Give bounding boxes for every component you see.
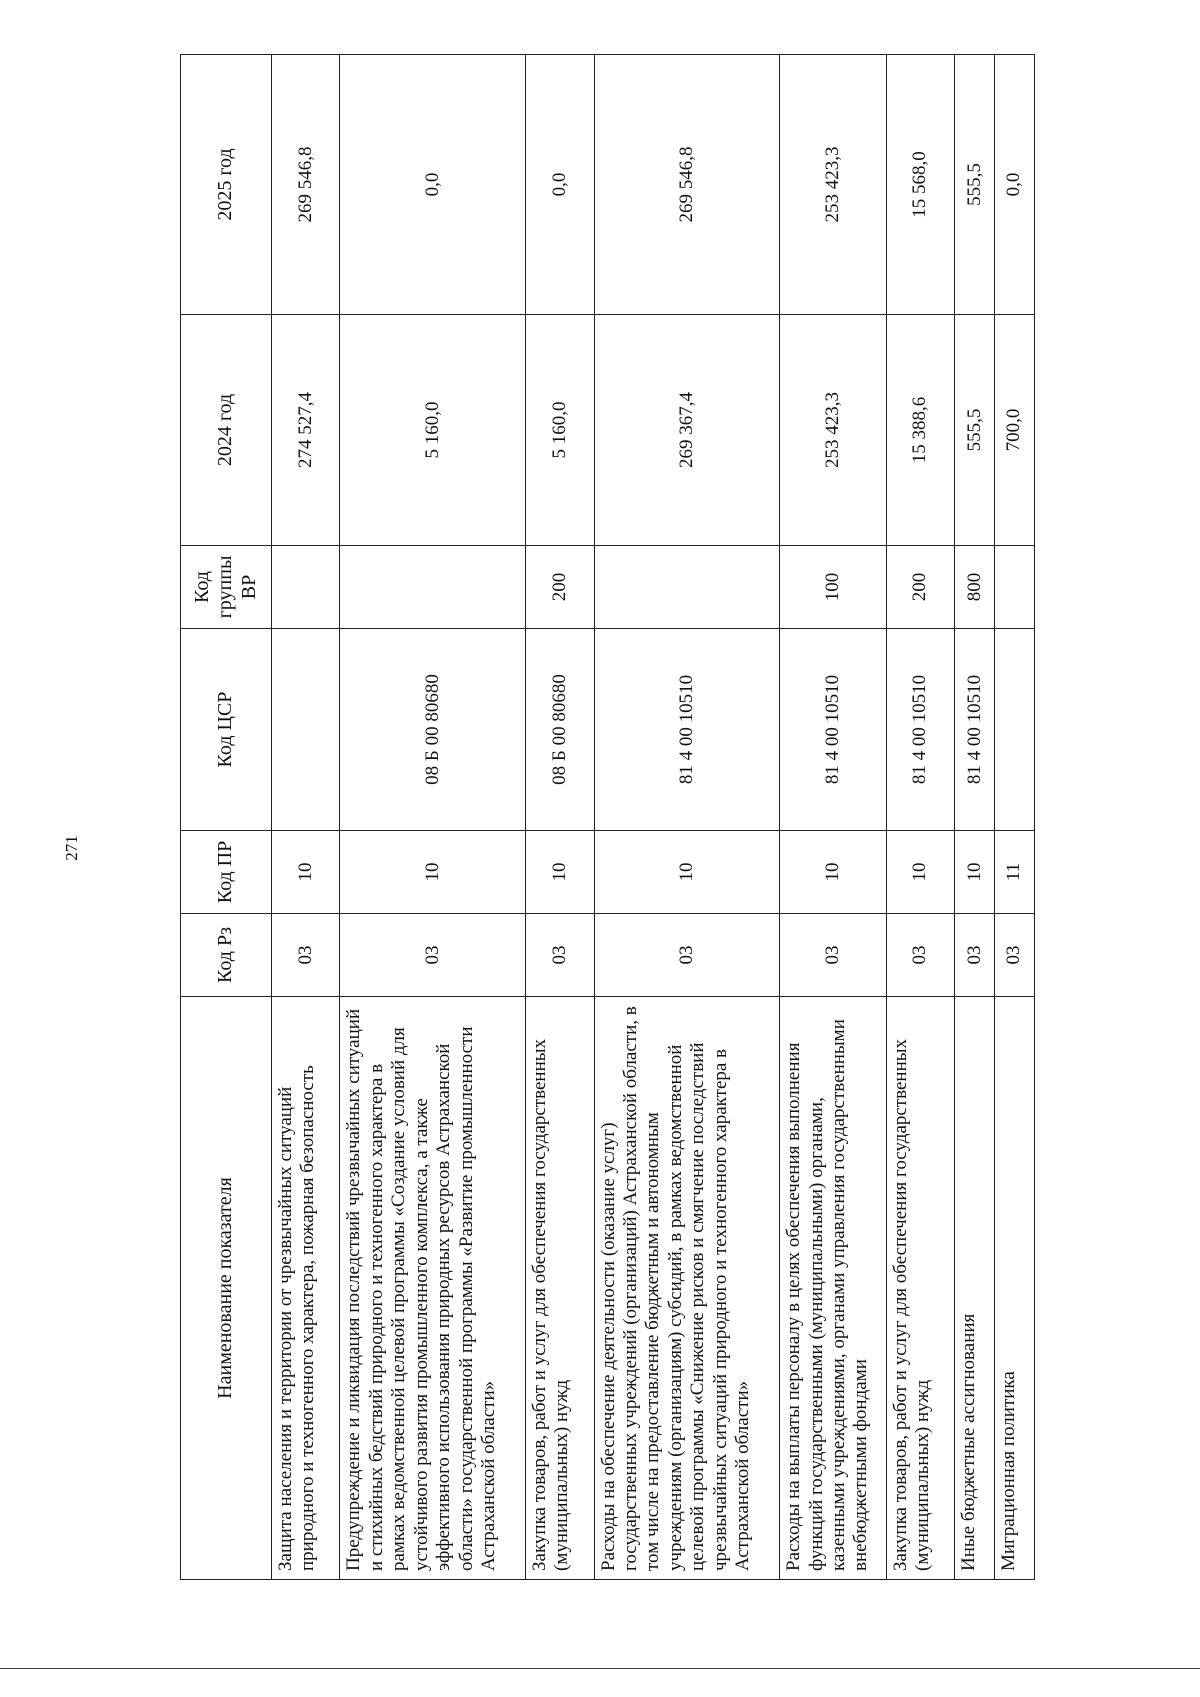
header-rz: Код Рз <box>181 914 272 997</box>
cell-2025: 555,5 <box>955 55 995 315</box>
table-row <box>526 55 594 1580</box>
cell-csr <box>272 629 340 831</box>
cell-name: Защита населения и территории от чрезвычайных ситуаций природного и техногенного характера, пожарная безопасность <box>272 997 340 1580</box>
cell-2024: 555,5 <box>955 315 995 546</box>
cell-name: Закупка товаров, работ и услуг для обеспечения государственных (муниципальных) нужд <box>886 997 954 1580</box>
cell-vr <box>340 546 526 629</box>
cell-2024: 274 527,4 <box>272 315 340 546</box>
cell-pr: 10 <box>594 831 780 914</box>
cell-name: Иные бюджетные ассигнования <box>955 997 995 1580</box>
cell-pr: 10 <box>955 831 995 914</box>
cell-csr: 81 4 00 10510 <box>780 629 887 831</box>
header-2025: 2025 год <box>181 55 272 315</box>
cell-csr: 81 4 00 10510 <box>886 629 954 831</box>
cell-rz: 03 <box>526 914 594 997</box>
cell-csr: 81 4 00 10510 <box>594 629 780 831</box>
table-row <box>780 55 887 1580</box>
header-name: Наименование показателя <box>181 997 272 1580</box>
rotated-table-container <box>180 55 1035 1580</box>
cell-pr: 10 <box>886 831 954 914</box>
cell-2025: 0,0 <box>340 55 526 315</box>
cell-vr: 200 <box>526 546 594 629</box>
header-row <box>181 55 272 1580</box>
cell-rz: 03 <box>995 914 1035 997</box>
cell-rz: 03 <box>340 914 526 997</box>
cell-pr: 10 <box>340 831 526 914</box>
cell-2025: 0,0 <box>995 55 1035 315</box>
budget-table <box>180 54 1035 1580</box>
page-number: 271 <box>62 835 81 861</box>
table-row <box>272 55 340 1580</box>
cell-2025: 15 568,0 <box>886 55 954 315</box>
header-pr: Код ПР <box>181 831 272 914</box>
cell-2025: 269 546,8 <box>594 55 780 315</box>
cell-2024: 15 388,6 <box>886 315 954 546</box>
cell-rz: 03 <box>886 914 954 997</box>
cell-vr: 200 <box>886 546 954 629</box>
table-row <box>340 55 526 1580</box>
cell-csr <box>995 629 1035 831</box>
cell-vr <box>995 546 1035 629</box>
cell-vr: 800 <box>955 546 995 629</box>
header-csr: Код ЦСР <box>181 629 272 831</box>
cell-name: Расходы на выплаты персоналу в целях обеспечения выполнения функций государственными (муниципальными) органами, казенными учреждениями, органами управления государственными внебюджетными фондами <box>780 997 887 1580</box>
cell-2025: 253 423,3 <box>780 55 887 315</box>
cell-2025: 269 546,8 <box>272 55 340 315</box>
cell-csr: 08 Б 00 80680 <box>340 629 526 831</box>
cell-rz: 03 <box>955 914 995 997</box>
cell-pr: 10 <box>272 831 340 914</box>
cell-pr: 10 <box>780 831 887 914</box>
cell-csr: 08 Б 00 80680 <box>526 629 594 831</box>
cell-2025: 0,0 <box>526 55 594 315</box>
footer-rule <box>0 1668 1200 1669</box>
cell-pr: 10 <box>526 831 594 914</box>
cell-name: Расходы на обеспечение деятельности (оказание услуг) государственных учреждений (организаций) Астраханской области, в том числе на предоставление бюджетным и автономным учреждениям (организациям) субсидий, в рамках ведомственной целевой программы «Снижение рисков и смягчение последствий чрезвычайных ситуаций природного и техногенного характера в Астраханской области» <box>594 997 780 1580</box>
cell-2024: 269 367,4 <box>594 315 780 546</box>
cell-pr: 11 <box>995 831 1035 914</box>
cell-rz: 03 <box>594 914 780 997</box>
cell-name: Предупреждение и ликвидация последствий чрезвычайных ситуаций и стихийных бедствий природного и техногенного характера в рамках ведомственной целевой программы «Создание условий для устойчивого развития промышленного комплекса, а также эффективного использования природных ресурсов Астраханской области» государственной программы «Развитие промышленности Астраханской области» <box>340 997 526 1580</box>
cell-2024: 5 160,0 <box>526 315 594 546</box>
header-vr: Код группы ВР <box>181 546 272 629</box>
cell-name: Закупка товаров, работ и услуг для обеспечения государственных (муниципальных) нужд <box>526 997 594 1580</box>
cell-2024: 5 160,0 <box>340 315 526 546</box>
table-row <box>886 55 954 1580</box>
cell-rz: 03 <box>272 914 340 997</box>
cell-rz: 03 <box>780 914 887 997</box>
table-row <box>594 55 780 1580</box>
cell-2024: 253 423,3 <box>780 315 887 546</box>
table-row <box>955 55 995 1580</box>
cell-csr: 81 4 00 10510 <box>955 629 995 831</box>
cell-2024: 700,0 <box>995 315 1035 546</box>
cell-name: Миграционная политика <box>995 997 1035 1580</box>
cell-vr <box>272 546 340 629</box>
cell-vr: 100 <box>780 546 887 629</box>
header-2024: 2024 год <box>181 315 272 546</box>
cell-vr <box>594 546 780 629</box>
table-row <box>995 55 1035 1580</box>
